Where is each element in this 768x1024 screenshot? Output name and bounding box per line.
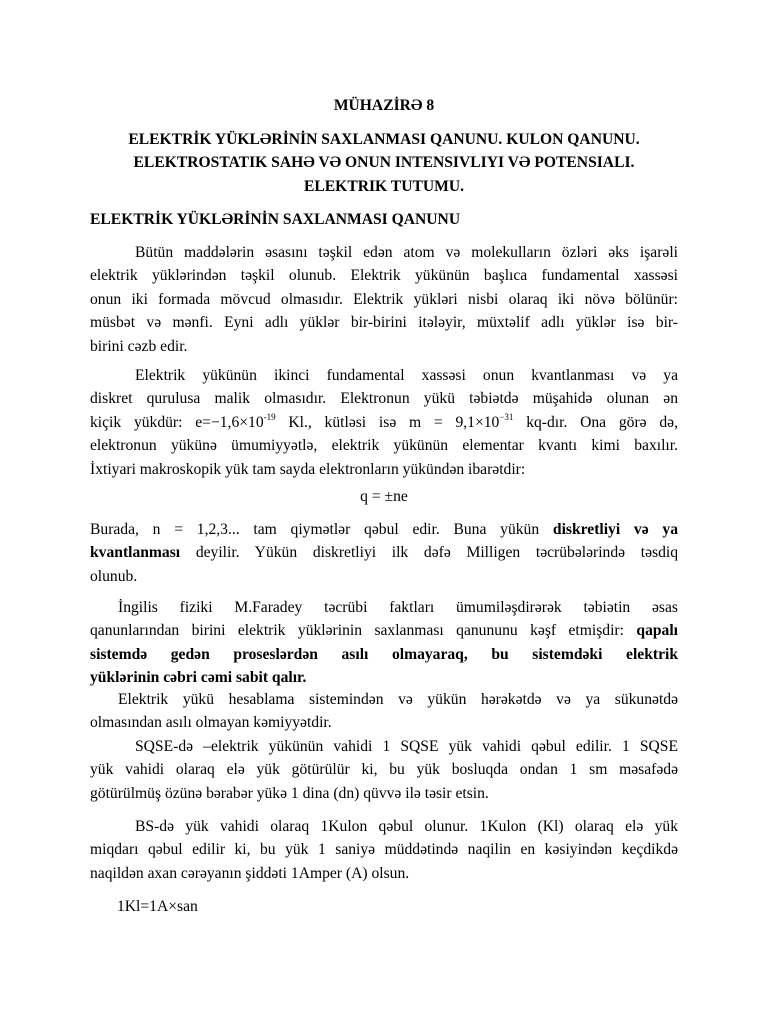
- text-line: BS-də yük vahidi olaraq 1Kulon qəbul olunur. 1Kulon (Kl) olaraq elə yük: [135, 818, 678, 835]
- text-line: diskret qurulusa malik olmasıdır. Elektronun yükü təbiətdə müşahidə olunan ən: [90, 390, 678, 408]
- bold-term: kvantlanması: [90, 544, 181, 562]
- title-line: ELEKTROSTATIK SAHƏ VƏ ONUN INTENSIVLIYI VƏ POTENSIALI.: [133, 154, 635, 172]
- lecture-label: MÜHAZİRƏ 8: [333, 97, 435, 114]
- paragraph-4: [90, 596, 678, 690]
- title-line: ELEKTRIK TUTUMU.: [303, 177, 464, 195]
- paragraph-1: [90, 241, 678, 358]
- text-line: elektronun yükünə ümumiyyətlə, elektrik yükünün elementar kvantı kimi baxılır.: [90, 437, 678, 455]
- text-line: naqildən axan cərəyanın şiddəti 1Amper (A) olsun.: [90, 864, 410, 882]
- exponent: -19: [263, 411, 276, 422]
- paragraph-3: [90, 518, 678, 588]
- document-title: [88, 128, 680, 198]
- text-line: onun iki formada mövcud olmasıdır. Elektrik yükləri nisbi olaraq iki növə bölünür:: [90, 290, 678, 308]
- paragraph-7: [90, 815, 678, 885]
- text-line: İngilis fiziki M.Faradey təcrübi faktları ümumiləşdirərək təbiətin əsas: [118, 599, 678, 616]
- text-line: qanunlarından birini elektrik yüklərinin saxlanması qanununu kəşf etmişdir: qapalı: [90, 622, 678, 640]
- paragraph-5: [90, 688, 678, 735]
- bold-term: diskretliyi və ya: [552, 521, 678, 538]
- text-line-with-exponents: kiçik yükdür: $e=-1,6\times 10^{-19}$ Kl., kütləsi isə $m = 9,1\times 10^{-31}$ kq-dır. Ona görə də,: [90, 411, 678, 431]
- text-line: birini cəzb edir.: [90, 337, 188, 355]
- bold-term: qapalı: [636, 622, 678, 640]
- section-heading: ELEKTRİK YÜKLƏRİNİN SAXLANMASI QANUNU: [90, 211, 461, 228]
- text-line: İxtiyari makroskopik yük tam sayda elektronların yükündən ibarətdir:: [90, 460, 526, 478]
- text-line-bold: yüklərinin cəbri cəmi sabit qalır.: [90, 669, 307, 687]
- formula-coulomb-unit: 1Kl=1A×san: [117, 898, 198, 915]
- exponent: −31: [499, 411, 514, 422]
- formula-charge-quantization: q = ±ne: [360, 488, 408, 505]
- text-line-bold: sistemdə gedən proseslərdən asılı olmayaraq, bu sistemdəki elektrik: [90, 645, 678, 663]
- text-line: miqdarı qəbul edilir ki, bu yük 1 saniyə müddətində naqilin en kəsiyindən keçdikdə: [90, 841, 678, 859]
- text-line: SQSE-də –elektrik yükünün vahidi 1 SQSE yük vahidi qəbul edilir. 1 SQSE: [135, 738, 678, 755]
- paragraph-2: [90, 364, 678, 481]
- text-line: Elektrik yükü hesablama sistemindən və yükün hərəkətdə və ya sükunətdə: [118, 691, 678, 708]
- title-line: ELEKTRİK YÜKLƏRİNİN SAXLANMASI QANUNU. KULON QANUNU.: [128, 131, 640, 148]
- text-line: Bütün maddələrin əsasını təşkil edən atom və molekulların özləri əks işarəli: [135, 244, 678, 261]
- text-line: götürülmüş özünə bərabər yükə 1 dina (dn) qüvvə ilə təsir etsin.: [90, 784, 489, 802]
- text-line: Burada, n = 1,2,3... tam qiymətlər qəbul edir. Buna yükün diskretliyi və ya: [90, 521, 678, 538]
- text-line: müsbət və mənfi. Eyni adlı yüklər bir-birini itələyir, müxtəlif adlı yüklər isə bir-: [90, 314, 678, 332]
- text-line: kvantlanması deyilir. Yükün diskretliyi ilk dəfə Milligen təcrübələrində təsdiq: [90, 544, 678, 562]
- text-line: olmasından asılı olmayan kəmiyyətdir.: [90, 714, 332, 732]
- text-line: Elektrik yükünün ikinci fundamental xassəsi onun kvantlanması və ya: [135, 367, 678, 384]
- text-line: yük vahidi olaraq elə yük götürülür ki, bu yük bosluqda ondan 1 sm məsafədə: [90, 761, 678, 779]
- text-line: elektrik yüklərindən təşkil olunub. Elektrik yükünün başlıca fundamental xassəsi: [90, 267, 678, 285]
- text-line: olunub.: [90, 567, 138, 585]
- paragraph-6: [90, 735, 678, 805]
